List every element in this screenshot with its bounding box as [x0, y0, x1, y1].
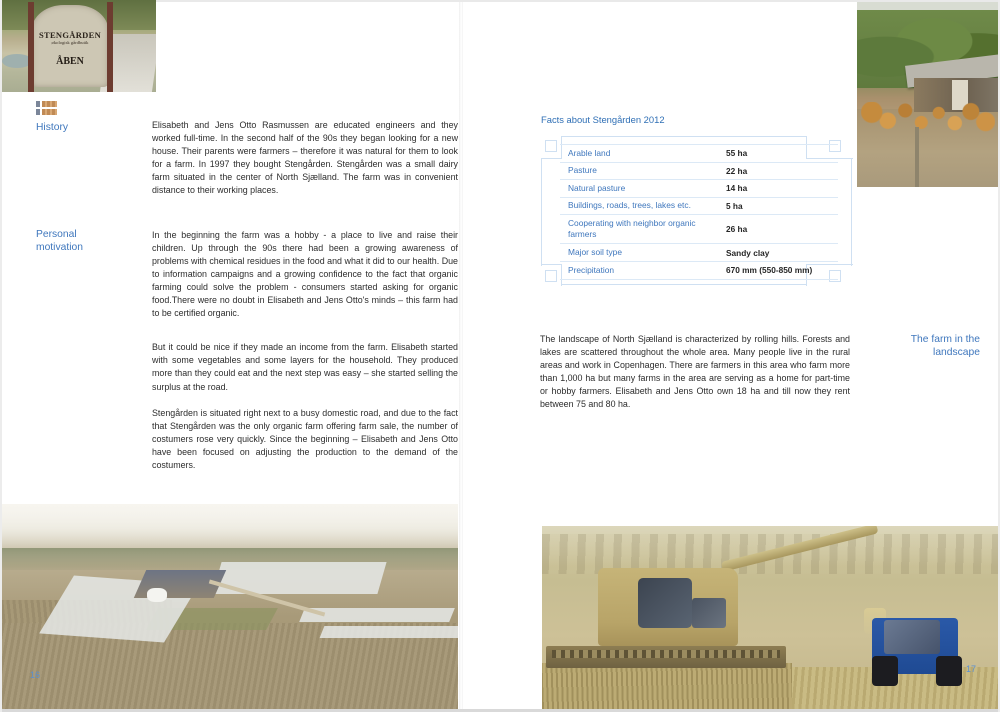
table-row: [560, 145, 838, 163]
section-label-personal-motivation-line2: motivation: [36, 242, 83, 253]
free-range-chickens-barn-photo: [857, 2, 998, 187]
table-row: [560, 162, 838, 180]
table-row: [560, 180, 838, 198]
table-row: [560, 261, 838, 279]
combine-harvester-tractor-photo: [542, 526, 998, 709]
page-number-right: 17: [965, 664, 976, 674]
frame-corner-box-tl: [545, 140, 557, 152]
facts-value: 55 ha: [718, 145, 838, 163]
section-label-personal-motivation-line1: Personal: [36, 229, 77, 240]
facts-key: Major soil type: [560, 244, 718, 262]
aerial-white-tent: [147, 588, 167, 602]
facts-value: 5 ha: [718, 197, 838, 215]
chicken-flock: [861, 102, 995, 136]
facts-value: 22 ha: [718, 162, 838, 180]
books-icon: [36, 101, 58, 116]
frame-line-right: [851, 158, 852, 266]
sign-text-open: ÅBEN: [56, 56, 84, 67]
facts-value: 14 ha: [718, 180, 838, 198]
page-gutter: [459, 0, 463, 712]
frame-corner-box-bl: [545, 270, 557, 282]
section-label-personal-motivation: [36, 228, 131, 254]
facts-key: Natural pasture: [560, 180, 718, 198]
right-page-body-text: [540, 333, 850, 412]
section-label-farm-in-landscape-line1: The farm in the: [910, 334, 980, 345]
sign-post-right: [107, 2, 113, 92]
combine-side-window: [692, 598, 726, 628]
paragraph-history: Elisabeth and Jens Otto Rasmussen are educated engineers and they worked full-time. In the second half of the 90s they began looking for a new house. Their parents were farmers – therefore it was natural for them to look for a farm. In 1997 they bought Stengården. Stengården was a small dairy farm situated in the center of North Sjælland. The farm was in convenient distance to their working places.: [152, 120, 458, 196]
sign-post-left: [28, 2, 34, 92]
frame-line-tl-h: [541, 158, 562, 159]
aerial-haze: [2, 504, 458, 550]
aerial-plastic-cover-4: [320, 626, 458, 638]
farm-entrance-sign-photo: [2, 0, 156, 92]
frame-line-left: [541, 158, 542, 266]
paragraph-landscape: The landscape of North Sjælland is characterized by rolling hills. Forests and lakes are scattered throughout the whole area. Many people live in the rural areas and work in Copenhagen. There are farmers in this area who farm more than 1,000 ha but many farms in the area are serving as a home for part-time or hobby farmers. Elisabeth and Jens Otto own 18 ha and till now they rent between 75 and 80 ha.: [540, 334, 850, 410]
frame-line-top: [561, 136, 806, 137]
facts-table: [560, 144, 838, 280]
table-row: [560, 244, 838, 262]
paragraph-motivation: In the beginning the farm was a hobby - a place to live and raise their children. Up through the 90s there had been a growing awareness of problems with chemical residues in the food and what it did to our health. Due to information campaigns and a growing confidence to the fact that organic farming could solve the problem - consumers started asking for organic food.There were no doubt in Elisabeth and Jens Otto's minds – this farm had to be certified organic.: [152, 229, 458, 319]
table-row: [560, 197, 838, 215]
sign-text-subtitle: økologisk gårdbutik: [51, 40, 89, 45]
section-label-history: History: [36, 122, 69, 133]
sign-text-farm-name: STENGÅRDEN: [38, 30, 102, 40]
combine-cab: [638, 578, 692, 628]
section-label-farm-in-landscape-line2: landscape: [933, 347, 980, 358]
facts-key: Cooperating with neighbor organic farmers: [560, 215, 718, 244]
left-page-body-text: [152, 119, 458, 485]
combine-reel: [552, 650, 780, 658]
sign-board: [32, 5, 108, 87]
tractor-wheel-right: [936, 656, 962, 686]
facts-key: Pasture: [560, 162, 718, 180]
frame-line-bottom: [561, 284, 806, 285]
page-number-left: 16: [30, 670, 41, 680]
facts-value: 670 mm (550-850 mm): [718, 261, 838, 279]
facts-table-title: Facts about Stengården 2012: [541, 114, 665, 125]
facts-key: Precipitation: [560, 261, 718, 279]
facts-value: Sandy clay: [718, 244, 838, 262]
tractor-cab: [884, 620, 940, 654]
aerial-farm-fields-photo: [2, 504, 458, 709]
facts-key: Arable land: [560, 145, 718, 163]
facts-table-body: [560, 145, 838, 280]
paragraph-customers: Stengården is situated right next to a busy domestic road, and due to the fact that Stengården was the only organic farm offering farm sale, the number of costumers rose very quickly. Since the beginning – Elisabeth and Jens Otto have been focused on adjusting the production to the demand of the costumers.: [152, 407, 458, 470]
facts-value: 26 ha: [718, 215, 838, 244]
fence-post: [915, 127, 919, 187]
section-label-farm-in-landscape: [862, 333, 980, 359]
frame-line-bl-h: [541, 264, 562, 265]
paragraph-income: But it could be nice if they made an income from the farm. Elisabeth started with some vegetables and some layers for the household. They produced more than they could eat and the next step was easy – she started selling the surplus at the road.: [152, 342, 458, 392]
table-row: [560, 215, 838, 244]
facts-key: Buildings, roads, trees, lakes etc.: [560, 197, 718, 215]
tractor-wheel-left: [872, 656, 898, 686]
harvest-standing-crop: [542, 663, 792, 709]
